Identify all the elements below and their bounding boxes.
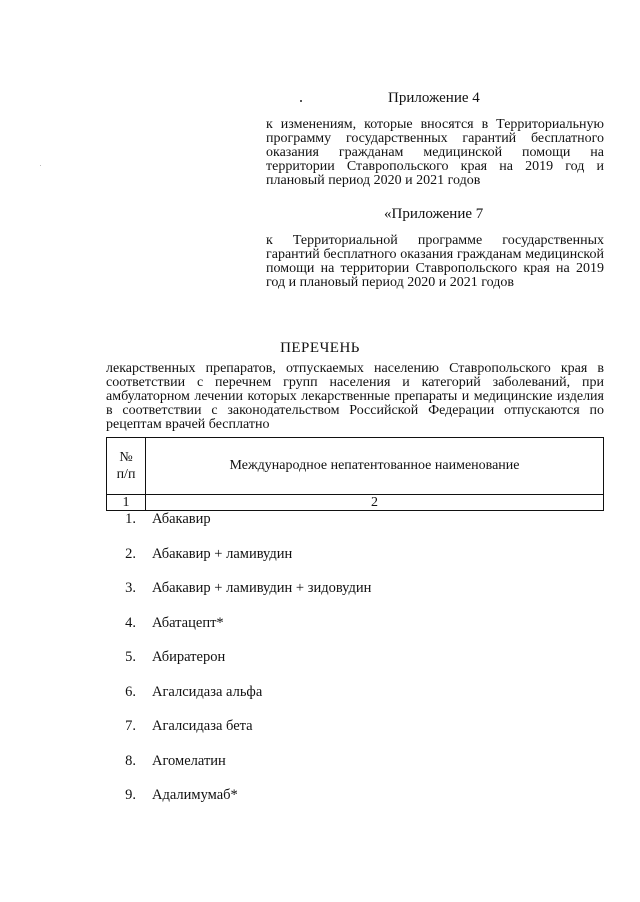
item-name: Агомелатин [152,752,226,769]
item-name: Абакавир [152,511,211,527]
item-number: 6. [125,683,136,700]
list-intro: лекарственных препаратов, отпускаемых населению Ставропольского края в соответствии с перечнем групп населения и категорий заболеваний, при амбулаторном лечении которых лекарственные препараты и медицинские изделия в соответствии с законодательством Российской Федерации отпускаются по рецептам врачей бесплатно [106,361,604,432]
col-number-header-line2: п/п [116,467,136,482]
list-item [106,649,604,684]
item-number: 2. [125,545,136,562]
stray-dot [300,100,302,102]
appendix-4-text: к изменениям, которые вносятся в Территориальную программу государственных гарантий бесплатного оказания гражданам медицинской помощи на территории Ставропольского края на 2019 год и плановый период 2020 и 2021 годов [266,117,604,188]
list-item [106,511,604,546]
col-number-header-line1: № [119,450,133,465]
item-number: 7. [125,718,136,734]
list-item [106,718,604,753]
list-item [106,580,604,615]
drug-table-header [106,437,604,511]
list-item [106,684,604,719]
list-item [106,787,604,822]
drug-list [106,511,604,822]
item-name: Агалсидаза бета [152,718,253,734]
list-heading: ПЕРЕЧЕНЬ [280,340,360,356]
table-header-row [107,438,604,495]
item-number: 4. [125,614,136,631]
item-number: 8. [125,752,136,769]
col-number-header [107,438,146,495]
item-name: Абакавир + ламивудин [152,545,293,562]
item-name: Абиратерон [152,649,226,665]
item-number: 3. [125,580,136,596]
appendix-4-title: Приложение 4 [388,90,480,106]
table-column-numbers-row [107,495,604,511]
item-number: 1. [125,511,136,527]
item-name: Агалсидаза альфа [152,683,263,700]
list-item [106,546,604,581]
item-name: Адалимумаб* [152,787,238,803]
item-name: Абатацепт* [152,614,224,631]
col-name-index: 2 [146,495,604,511]
col-number-index: 1 [107,495,146,511]
item-number: 5. [125,649,136,665]
item-number: 9. [125,787,136,803]
col-name-header: Международное непатентованное наименование [146,438,604,495]
list-item [106,753,604,788]
list-item [106,615,604,650]
item-name: Абакавир + ламивудин + зидовудин [152,580,372,596]
appendix-7-title: «Приложение 7 [384,206,484,222]
appendix-7-text: к Территориальной программе государственных гарантий бесплатного оказания гражданам медицинской помощи на территории Ставропольского края на 2019 год и плановый период 2020 и 2021 годов [266,233,604,290]
margin-mark [40,165,41,166]
